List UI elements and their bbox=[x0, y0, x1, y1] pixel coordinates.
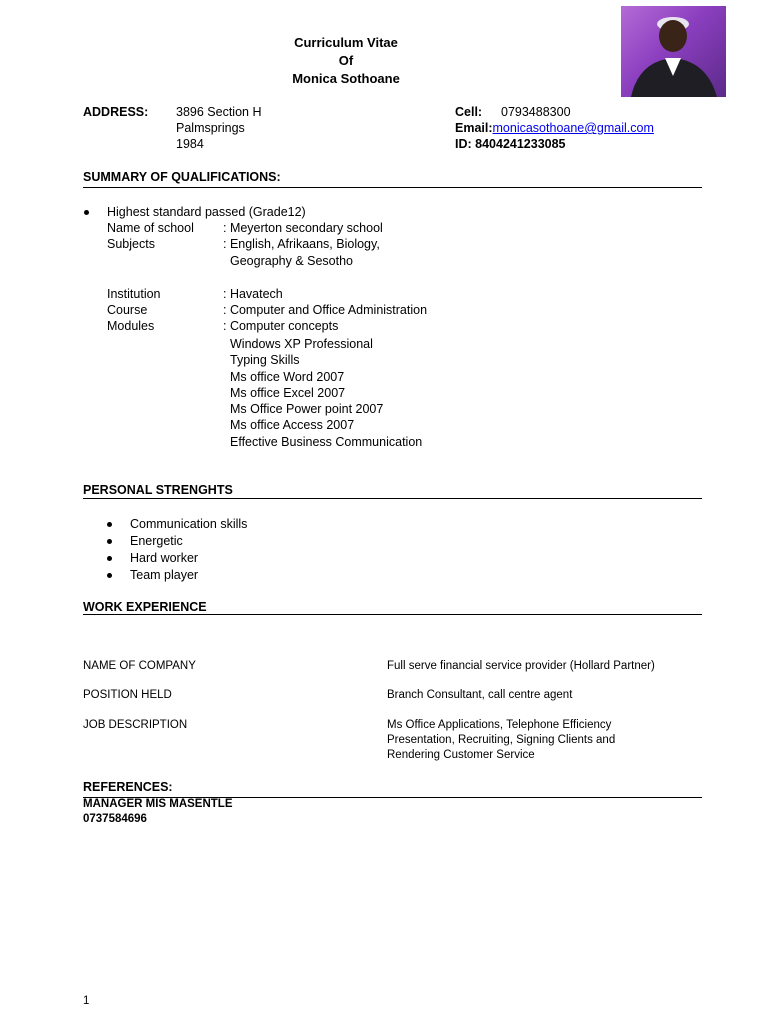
module-item: Windows XP Professional bbox=[230, 337, 373, 351]
course-label: Course bbox=[107, 303, 148, 317]
bullet-icon bbox=[107, 522, 112, 527]
strength-item: Team player bbox=[130, 568, 199, 582]
work-divider bbox=[83, 614, 702, 615]
strength-item: Energetic bbox=[130, 534, 183, 548]
school-label: Name of school bbox=[107, 221, 194, 235]
module-item: Ms office Excel 2007 bbox=[230, 385, 346, 400]
subjects-value-1: : English, Afrikaans, Biology, bbox=[223, 237, 380, 251]
job-label: JOB DESCRIPTION bbox=[83, 719, 188, 731]
cell-label: Cell: bbox=[455, 105, 483, 119]
highest-standard: Highest standard passed (Grade12) bbox=[107, 205, 306, 219]
reference-phone: 0737584696 bbox=[83, 813, 147, 825]
bullet-icon bbox=[107, 556, 112, 561]
school-value: : Meyerton secondary school bbox=[223, 221, 383, 235]
email-row bbox=[455, 121, 654, 135]
module-item: Effective Business Communication bbox=[230, 434, 423, 449]
cell-value: 0793488300 bbox=[501, 105, 571, 119]
job-value-1: Ms Office Applications, Telephone Efficiency bbox=[387, 719, 612, 731]
strength-item: Communication skills bbox=[130, 517, 248, 531]
institution-label: Institution bbox=[107, 287, 161, 301]
title-line-2: Of bbox=[338, 53, 354, 68]
module-item: Ms office Access 2007 bbox=[230, 418, 355, 433]
module-item: Ms office Word 2007 bbox=[230, 369, 345, 384]
modules-first: : Computer concepts bbox=[223, 319, 339, 333]
position-label: POSITION HELD bbox=[83, 689, 172, 701]
address-label: ADDRESS: bbox=[83, 105, 149, 119]
strengths-heading: PERSONAL STRENGHTS bbox=[83, 483, 233, 497]
references-heading: REFERENCES: bbox=[83, 780, 173, 794]
bullet-icon bbox=[84, 210, 89, 215]
address-line-1: 3896 Section H bbox=[176, 105, 262, 119]
subjects-label: Subjects bbox=[107, 237, 155, 251]
page-number: 1 bbox=[83, 995, 90, 1007]
title-line-3: Monica Sothoane bbox=[292, 71, 400, 86]
address-line-3: 1984 bbox=[176, 137, 204, 151]
position-value: Branch Consultant, call centre agent bbox=[387, 689, 573, 701]
bullet-icon bbox=[107, 539, 112, 544]
modules-label: Modules bbox=[107, 319, 155, 333]
work-heading: WORK EXPERIENCE bbox=[83, 600, 207, 614]
address-line-2: Palmsprings bbox=[176, 121, 245, 135]
bullet-icon bbox=[107, 573, 112, 578]
course-value: : Computer and Office Administration bbox=[223, 303, 428, 317]
job-value-3: Rendering Customer Service bbox=[387, 749, 535, 761]
company-value: Full serve financial service provider (Hollard Partner) bbox=[387, 660, 655, 672]
email-link[interactable]: monicasothoane@gmail.com bbox=[492, 121, 654, 135]
id-number: ID: 8404241233085 bbox=[455, 137, 566, 151]
reference-name: MANAGER MIS MASENTLE bbox=[83, 798, 233, 810]
qualifications-divider bbox=[83, 187, 702, 188]
profile-photo bbox=[621, 6, 726, 97]
strength-item: Hard worker bbox=[130, 551, 199, 565]
title-line-1: Curriculum Vitae bbox=[294, 35, 398, 50]
module-item: Typing Skills bbox=[230, 353, 300, 368]
job-value-2: Presentation, Recruiting, Signing Clients and bbox=[387, 734, 616, 746]
module-item: Ms Office Power point 2007 bbox=[230, 402, 384, 417]
cv-title bbox=[0, 34, 692, 88]
subjects-value-2: Geography & Sesotho bbox=[230, 254, 353, 268]
email-label: Email: bbox=[455, 121, 493, 135]
qualifications-heading: SUMMARY OF QUALIFICATIONS: bbox=[83, 170, 281, 184]
strengths-divider bbox=[83, 498, 702, 499]
company-label: NAME OF COMPANY bbox=[83, 660, 196, 672]
institution-value: : Havatech bbox=[223, 287, 283, 301]
modules-list bbox=[230, 336, 422, 450]
